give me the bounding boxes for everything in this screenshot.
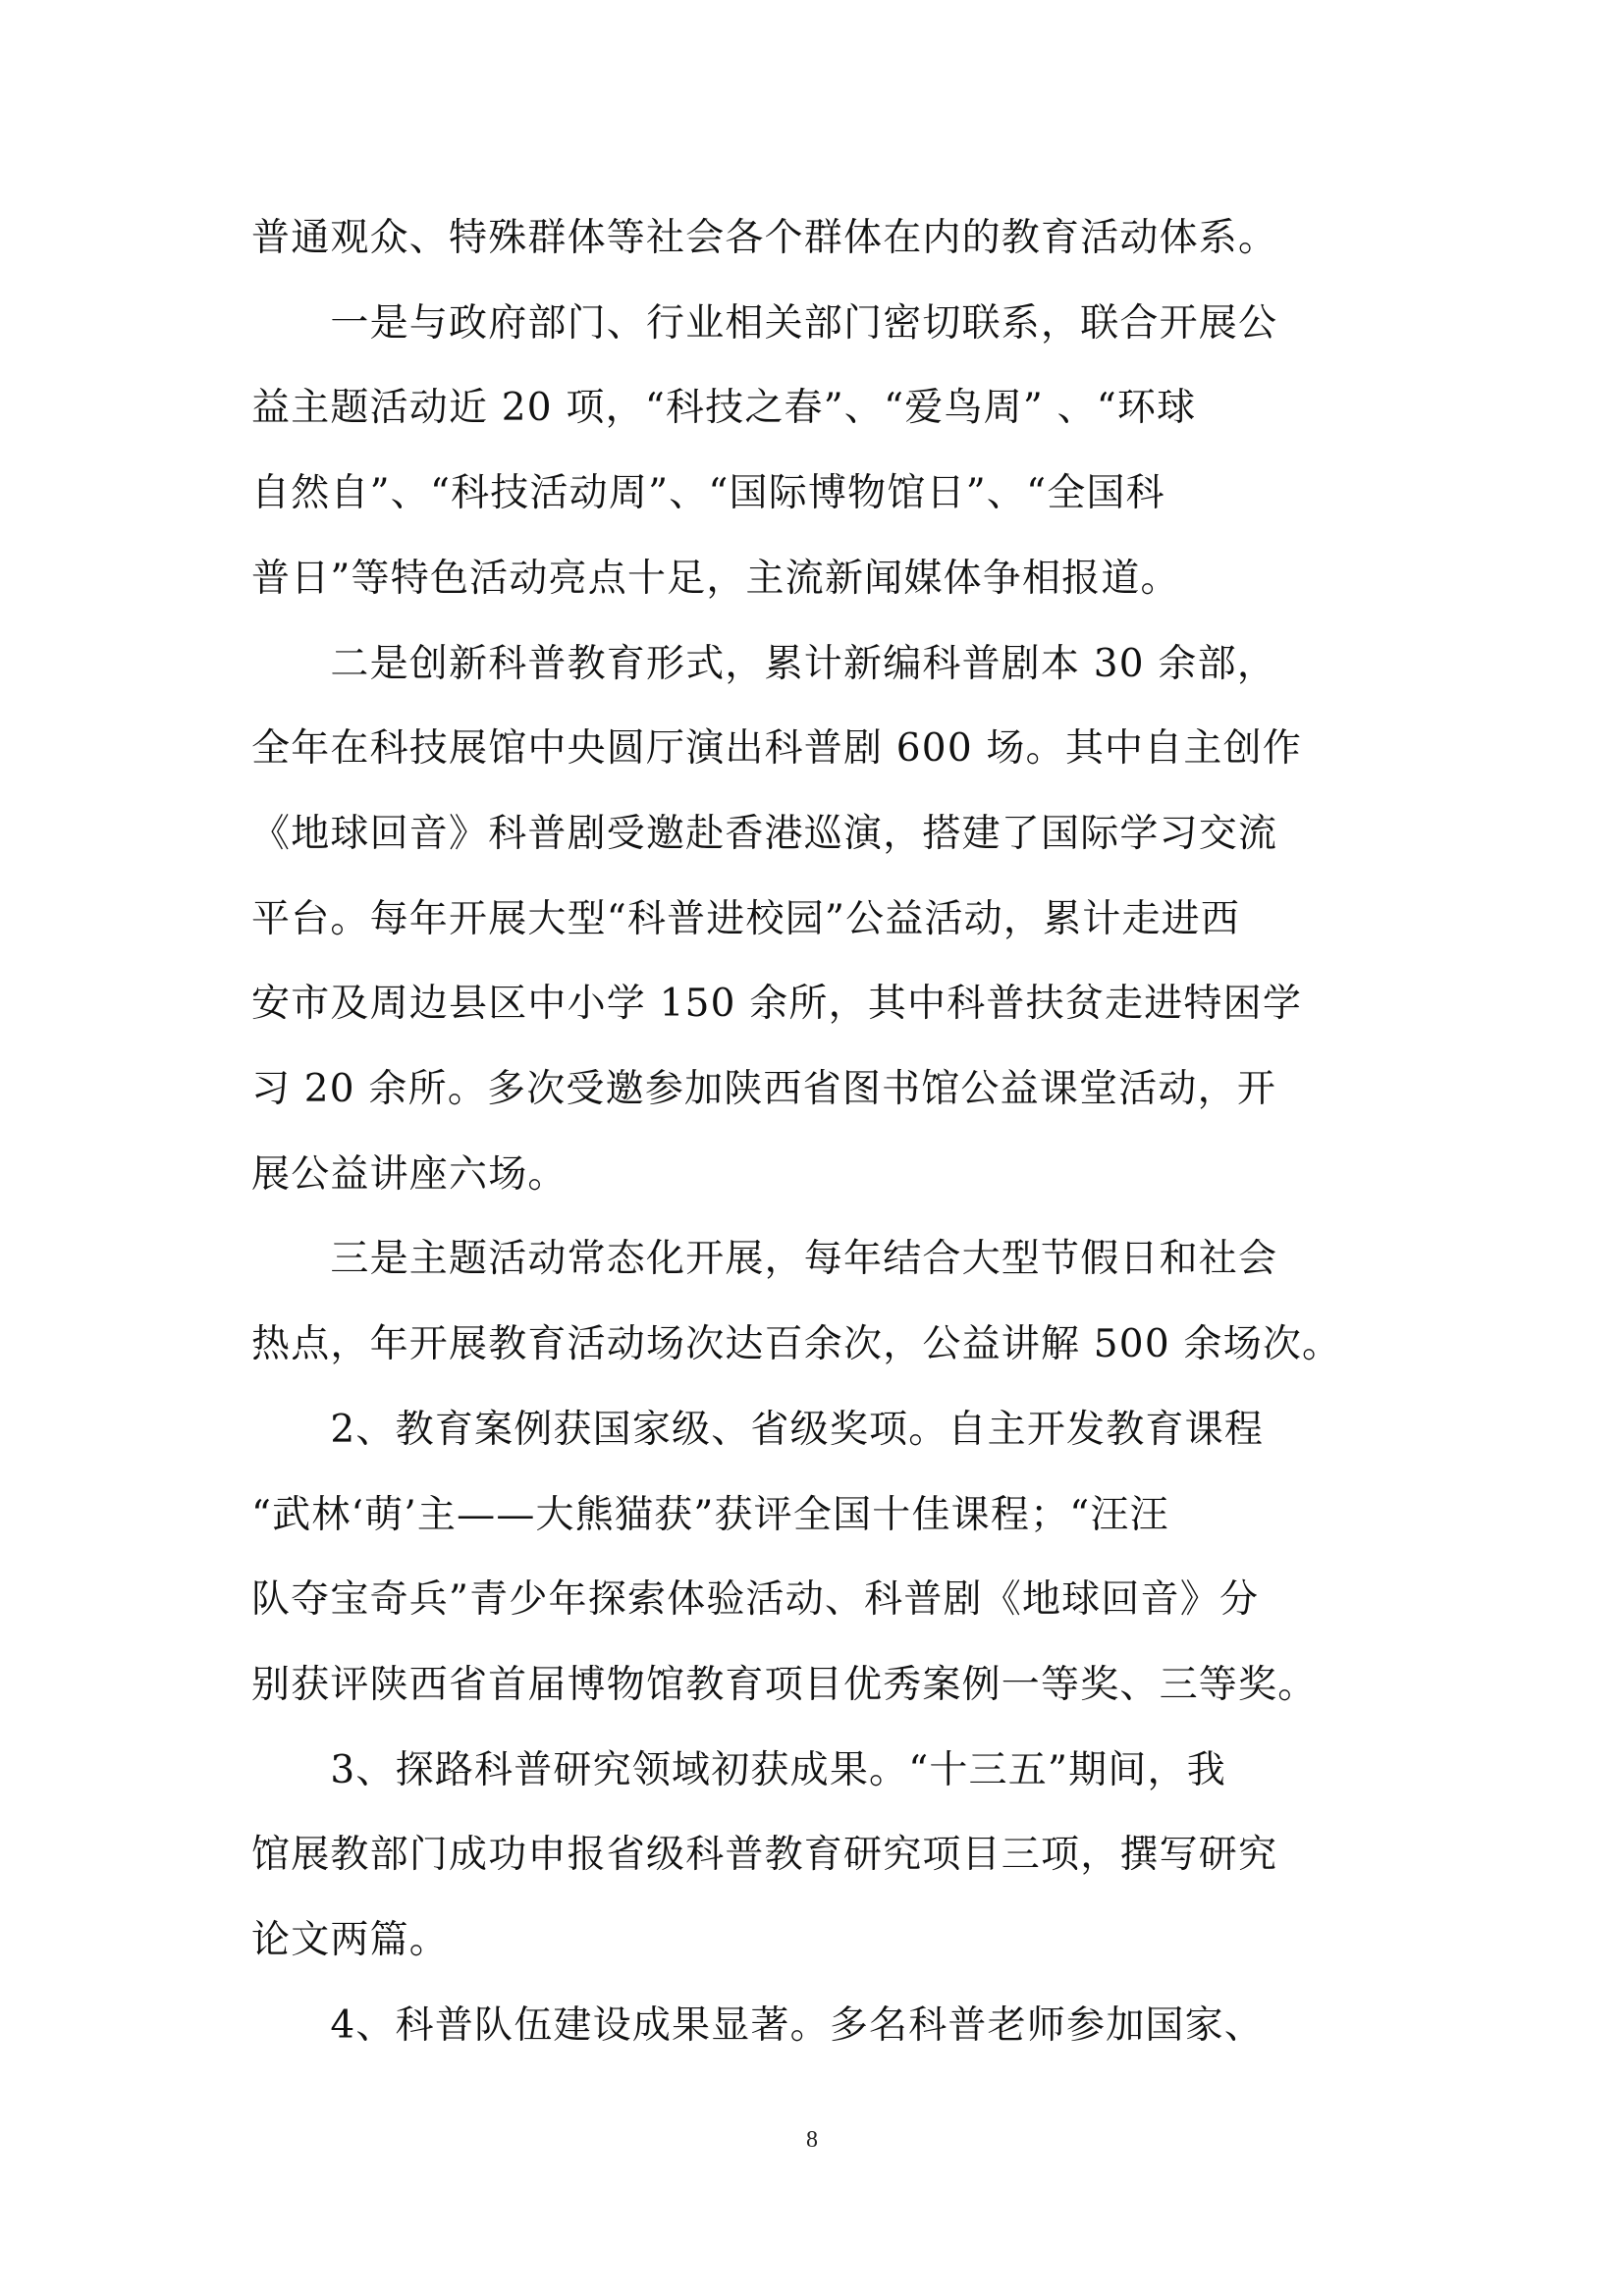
text-line: 三是主题活动常态化开展，每年结合大型节假日和社会: [251, 1237, 1278, 1282]
text-line: 平台。每年开展大型“科普进校园”公益活动，累计走进西: [251, 896, 1241, 941]
paragraph-section-4: [251, 1984, 1376, 2069]
text-line: 馆展教部门成功申报省级科普教育研究项目三项，撰写研究: [251, 1833, 1278, 1878]
text-line: 安市及周边县区中小学 150 余所，其中科普扶贫走进特困学: [251, 982, 1303, 1027]
paragraph-section-3: [251, 1729, 1376, 1984]
paragraph-item-two: [251, 622, 1376, 1218]
text-line: 4、科普队伍建设成果显著。多名科普老师参加国家、: [251, 2002, 1265, 2048]
body-text: [251, 196, 1376, 2068]
text-line: 队夺宝奇兵”青少年探索体验活动、科普剧《地球回音》分: [251, 1577, 1260, 1623]
text-line: 二是创新科普教育形式，累计新编科普剧本 30 余部，: [251, 641, 1277, 686]
paragraph-item-three: [251, 1217, 1376, 1387]
text-line: 论文两篇。: [251, 1918, 450, 1963]
text-line: 热点，年开展教育活动场次达百余次，公益讲解 500 余场次。: [251, 1322, 1342, 1367]
text-line: 习 20 余所。多次受邀参加陕西省图书馆公益课堂活动，开: [251, 1067, 1277, 1112]
text-line: 3、探路科普研究领域初获成果。“十三五”期间，我: [251, 1747, 1226, 1792]
text-line: 别获评陕西省首届博物馆教育项目优秀案例一等奖、三等奖。: [251, 1662, 1318, 1707]
text-line: 普日”等特色活动亮点十足，主流新闻媒体争相报道。: [251, 556, 1180, 601]
text-line: 展公益讲座六场。: [251, 1151, 568, 1197]
paragraph-section-2: [251, 1388, 1376, 1729]
text-line: 《地球回音》科普剧受邀赴香港巡演，搭建了国际学习交流: [251, 811, 1278, 856]
text-line: 全年在科技展馆中央圆厅演出科普剧 600 场。其中自主创作: [251, 726, 1303, 772]
text-line: 2、教育案例获国家级、省级奖项。自主开发教育课程: [251, 1407, 1265, 1452]
text-line: 一是与政府部门、行业相关部门密切联系，联合开展公: [251, 300, 1278, 346]
text-line: 益主题活动近 20 项，“科技之春”、“爱鸟周” 、“环球: [251, 386, 1197, 431]
page-number: 8: [806, 2127, 818, 2153]
text-line: “武林‘萌’主——大熊猫获”获评全国十佳课程；“汪汪: [251, 1492, 1169, 1537]
text-line: 普通观众、特殊群体等社会各个群体在内的教育活动体系。: [251, 216, 1278, 260]
paragraph-intro-tail: [251, 196, 1376, 282]
text-line: 自然自”、“科技活动周”、“国际博物馆日”、“全国科: [251, 471, 1165, 516]
paragraph-item-one: [251, 282, 1376, 622]
